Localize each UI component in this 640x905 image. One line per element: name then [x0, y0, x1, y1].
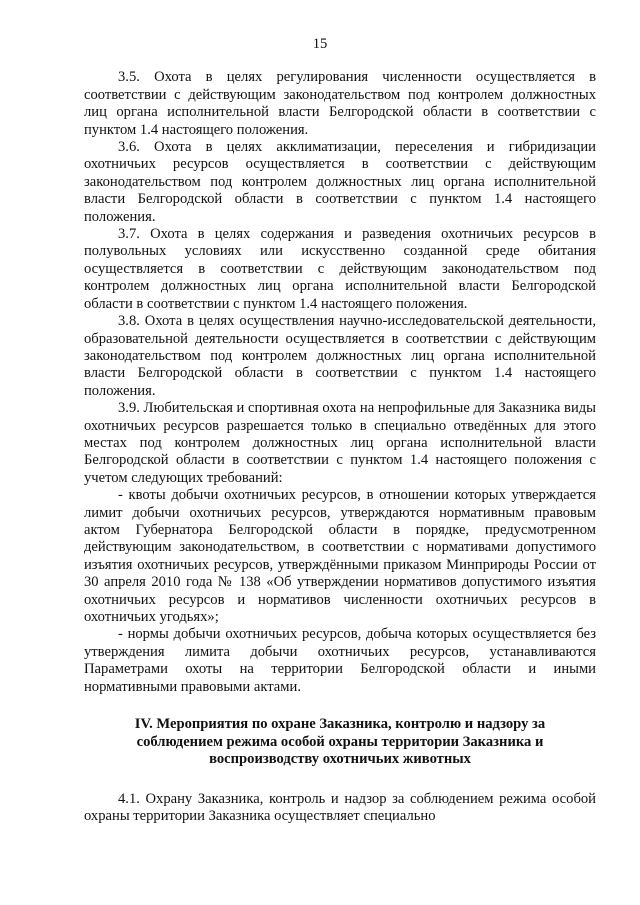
paragraph-4-1: 4.1. Охрану Заказника, контроль и надзор за соблюдением режима особой охраны территории Заказника осуществляет специально: [84, 790, 596, 825]
section-iv-heading: [94, 716, 586, 769]
paragraph-3-7: 3.7. Охота в целях содержания и разведения охотничьих ресурсов в полувольных условиях или искусственно созданной среде обитания осуществляется в соответствии с действующим законодательством под контролем должностных лиц органа исполнительной власти Белгородской области в соответствии с пунктом 1.4 настоящего положения.: [84, 226, 596, 312]
list-item-hunting-quotas: - квоты добычи охотничьих ресурсов, в отношении которых утверждается лимит добычи охотничьих ресурсов, утверждаются нормативным правовым актом Губернатора Белгородской области в порядке, предусмотренном действующим законодательством, в соответствии с нормативами допустимого изъятия охотничьих ресурсов, утверждёнными приказом Минприроды России от 30 апреля 2010 года № 138 «Об утверждении нормативов допустимого изъятия охотничьих ресурсов и нормативов численности охотничьих ресурсов в охотничьих угодьях»;: [84, 487, 596, 625]
paragraph-3-5: 3.5. Охота в целях регулирования численности осуществляется в соответствии с действующим законодательством под контролем должностных лиц органа исполнительной власти Белгородской области в соответствии с пунктом 1.4 настоящего положения.: [84, 69, 596, 138]
paragraph-3-6: 3.6. Охота в целях акклиматизации, переселения и гибридизации охотничьих ресурсов осуществляется в соответствии с действующим законодательством под контролем должностных лиц органа исполнительной власти Белгородской области в соответствии с пунктом 1.4 настоящего положения.: [84, 139, 596, 225]
section-heading-line: воспроизводству охотничьих животных: [209, 751, 471, 768]
section-heading-line: IV. Мероприятия по охране Заказника, контролю и надзору за: [134, 716, 546, 733]
paragraph-3-9: 3.9. Любительская и спортивная охота на непрофильные для Заказника виды охотничьих ресурсов разрешается только в специально отведённых для этого местах под контролем должностных лиц органа исполнительной власти Белгородской области в соответствии с пунктом 1.4 настоящего положения с учетом следующих требований:: [84, 400, 596, 486]
page-number: 15: [312, 36, 328, 52]
section-iii-body: [84, 69, 596, 696]
paragraph-3-8: 3.8. Охота в целях осуществления научно-исследовательской деятельности, образовательной деятельности осуществляется в соответствии с действующим законодательством под контролем должностных лиц органа исполнительной власти Белгородской области в соответствии с пунктом 1.4 настоящего положения.: [84, 313, 596, 399]
list-item-hunting-norms: - нормы добычи охотничьих ресурсов, добыча которых осуществляется без утверждения лимита добычи охотничьих ресурсов, устанавливаются Параметрами охоты на территории Белгородской области и иными нормативными правовыми актами.: [84, 626, 596, 695]
section-heading-line: соблюдением режима особой охраны территории Заказника и: [136, 733, 544, 750]
